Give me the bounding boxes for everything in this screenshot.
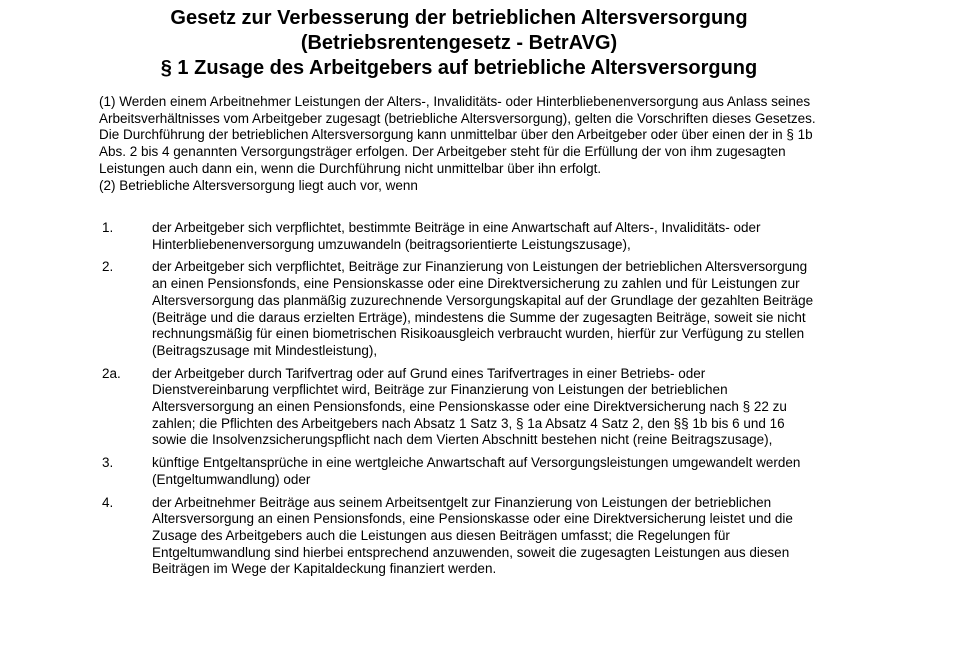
list-item-number: 4. [102,494,114,510]
list-item [99,455,829,488]
list-item-text: der Arbeitgeber sich verpflichtet, Beiträge zur Finanzierung von Leistungen der betrieblichen Altersversorgung an einen Pensionsfonds, eine Pensionskasse oder eine Direktversicherung zu zahlen und für Leistungen zur Altersversorgung das planmäßig zuzurechnende Versorgungskapital auf der Grundlage der gezahlten Beiträge (Beiträge und die daraus erzielten Erträge), mindestens die Summe der zugesagten Beiträge, soweit sie nicht rechnungsmäßig für einen biometrischen Risikoausgleich verbraucht wurden, hierfür zur Verfügung zu stellen (Beitragszusage mit Mindestleistung), [152,259,814,358]
paragraph-2: (2) Betriebliche Altersversorgung liegt auch vor, wenn [99,177,418,193]
title-line-section: § 1 Zusage des Arbeitgebers auf betriebliche Altersversorgung [160,57,758,79]
list-item-number: 3. [102,455,114,471]
title-line-law-name: Gesetz zur Verbesserung der betrieblichen Altersversorgung [170,7,748,29]
list-item-text: der Arbeitgeber durch Tarifvertrag oder auf Grund eines Tarifvertrages in einer Betriebs- oder Dienstvereinbarung verpflichtet wird, Beiträge zur Finanzierung von Leistungen der betrieblichen Altersversorgung an einen Pensionsfonds, eine Pensionskasse oder eine Direktversicherung nach § 22 zu zahlen; die Pflichten des Arbeitgebers nach Absatz 1 Satz 3, § 1a Absatz 4 Satz 2, den §§ 1b bis 6 und 16 sowie die Insolvenzsicherungspflicht nach dem Vierten Abschnitt bestehen nicht (reine Beitragszusage), [152,365,787,448]
numbered-list [99,220,829,584]
list-item-text: künftige Entgeltansprüche in eine wertgleiche Anwartschaft auf Versorgungsleistungen umgewandelt werden (Entgeltumwandlung) oder [152,455,801,487]
list-item-text: der Arbeitnehmer Beiträge aus seinem Arbeitsentgelt zur Finanzierung von Leistungen der betrieblichen Altersversorgung an einen Pensionsfonds, eine Pensionskasse oder eine Direktversicherung leistet und die Zusage des Arbeitgebers auch die Leistungen aus diesen Beiträgen umfasst; die Regelungen für Entgeltumwandlung sind hierbei entsprechend anzuwenden, soweit die zugesagten Leistungen aus diesen Beiträgen im Wege der Kapitaldeckung finanziert werden. [152,494,793,577]
list-item [99,366,829,450]
list-item-number: 2. [102,259,114,275]
document-title [0,6,918,81]
list-item-number: 2a. [102,365,121,381]
title-line-short-name: (Betriebsrentengesetz - BetrAVG) [300,32,618,54]
list-item-text: der Arbeitgeber sich verpflichtet, bestimmte Beiträge in eine Anwartschaft auf Alters-, Invaliditäts- oder Hinterbliebenenversorgung umzuwandeln (beitragsorientierte Leistungszusage), [152,220,761,252]
list-item [99,495,829,579]
list-item-number: 1. [102,220,114,235]
paragraph-1: (1) Werden einem Arbeitnehmer Leistungen der Alters-, Invaliditäts- oder Hinterbliebenenversorgung aus Anlass seines Arbeitsverhältnisses vom Arbeitgeber zugesagt (betriebliche Altersversorgung), gelten die Vorschriften dieses Gesetzes. Die Durchführung der betrieblichen Altersversorgung kann unmittelbar über den Arbeitgeber oder über einen der in § 1b Abs. 2 bis 4 genannten Versorgungsträger erfolgen. Der Arbeitgeber steht für die Erfüllung der von ihm zugesagten Leistungen auch dann ein, wenn die Durchführung nicht unmittelbar über ihn erfolgt. [99,94,816,176]
intro-section [99,94,829,194]
list-item [99,220,829,253]
list-item [99,259,829,359]
